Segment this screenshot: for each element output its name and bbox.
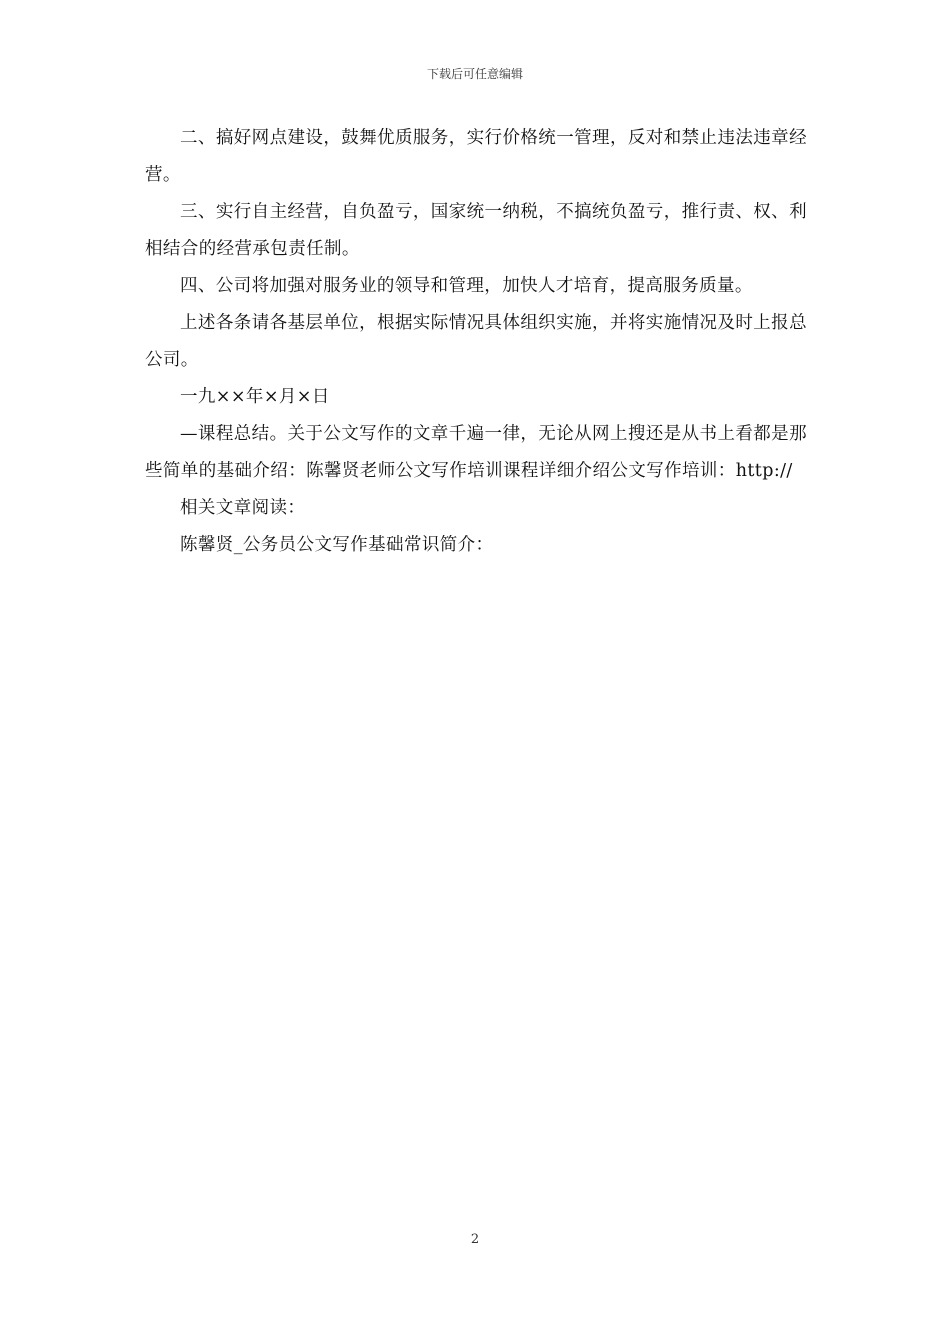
paragraph-item-4: 四、公司将加强对服务业的领导和管理，加快人才培育，提高服务质量。: [180, 276, 753, 296]
page-header: 下载后可任意编辑: [426, 67, 523, 81]
paragraph-related-reading: 相关文章阅读：: [180, 498, 306, 518]
paragraph-closing: 上述各条请各基层单位，根据实际情况具体组织实施，并将实施情况及时上报总公司。: [145, 313, 807, 370]
paragraph-item-2: 二、搞好网点建设，鼓舞优质服务，实行价格统一管理，反对和禁止违法违章经营。: [145, 128, 807, 185]
paragraph-related-link: 陈馨贤_公务员公文写作基础常识简介：: [180, 535, 494, 555]
document-body: [145, 120, 807, 564]
page-number: 2: [470, 1232, 480, 1247]
paragraph-course-summary: —课程总结。关于公文写作的文章千遍一律，无论从网上搜还是从书上看都是那些简单的基础介绍：陈馨贤老师公文写作培训课程详细介绍公文写作培训：http://: [145, 424, 807, 481]
paragraph-item-3: 三、实行自主经营，自负盈亏，国家统一纳税，不搞统负盈亏，推行责、权、利相结合的经营承包责任制。: [145, 202, 807, 259]
paragraph-date: 一九××年×月×日: [180, 387, 330, 407]
